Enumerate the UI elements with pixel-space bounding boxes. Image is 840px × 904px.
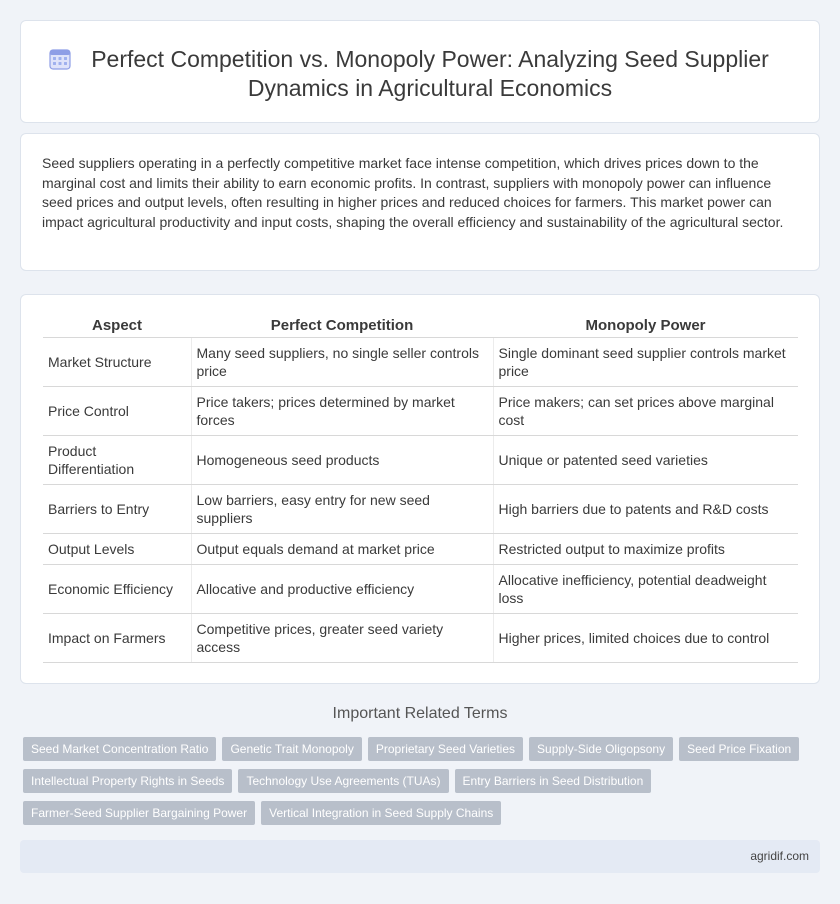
- footer-site-link[interactable]: agridif.com: [750, 849, 809, 863]
- aspect-cell: Barriers to Entry: [43, 484, 191, 533]
- perfect-competition-cell: Price takers; prices determined by market forces: [191, 386, 493, 435]
- monopoly-power-cell: Single dominant seed supplier controls market price: [493, 337, 798, 386]
- related-term-tag[interactable]: Genetic Trait Monopoly: [222, 737, 361, 761]
- aspect-cell: Impact on Farmers: [43, 613, 191, 662]
- related-term-tag[interactable]: Seed Price Fixation: [679, 737, 799, 761]
- table-row: [43, 564, 798, 613]
- aspect-cell: Product Differentiation: [43, 435, 191, 484]
- perfect-competition-cell: Allocative and productive efficiency: [191, 564, 493, 613]
- header-monopoly-power: Monopoly Power: [493, 317, 798, 337]
- monopoly-power-cell: Unique or patented seed varieties: [493, 435, 798, 484]
- perfect-competition-cell: Low barriers, easy entry for new seed suppliers: [191, 484, 493, 533]
- aspect-cell: Output Levels: [43, 533, 191, 564]
- table-row: [43, 484, 798, 533]
- related-terms-list: [23, 737, 803, 825]
- perfect-competition-cell: Competitive prices, greater seed variety access: [191, 613, 493, 662]
- monopoly-power-cell: High barriers due to patents and R&D costs: [493, 484, 798, 533]
- aspect-cell: Market Structure: [43, 337, 191, 386]
- related-terms-title: Important Related Terms: [332, 705, 508, 722]
- page-title: Perfect Competition vs. Monopoly Power: Analyzing Seed Supplier Dynamics in Agricultural Economics: [91, 46, 769, 101]
- table-row: [43, 533, 798, 564]
- monopoly-power-cell: Higher prices, limited choices due to control: [493, 613, 798, 662]
- table-row: [43, 613, 798, 662]
- related-term-tag[interactable]: Proprietary Seed Varieties: [368, 737, 523, 761]
- related-term-tag[interactable]: Farmer-Seed Supplier Bargaining Power: [23, 801, 255, 825]
- table-row: [43, 386, 798, 435]
- header-aspect: Aspect: [43, 317, 191, 337]
- related-term-tag[interactable]: Intellectual Property Rights in Seeds: [23, 769, 232, 793]
- related-term-tag[interactable]: Technology Use Agreements (TUAs): [238, 769, 448, 793]
- footer: [20, 840, 820, 873]
- monopoly-power-cell: Price makers; can set prices above marginal cost: [493, 386, 798, 435]
- table-row: [43, 337, 798, 386]
- table-row: [43, 435, 798, 484]
- monopoly-power-cell: Restricted output to maximize profits: [493, 533, 798, 564]
- intro-paragraph: Seed suppliers operating in a perfectly competitive market face intense competition, which drives prices down to the marginal cost and limits their ability to earn economic profits. In contrast, suppliers with monopoly power can influence seed prices and output levels, often resulting in higher prices and reduced choices for farmers. This market power can impact agricultural productivity and input costs, shaping the overall efficiency and sustainability of the agricultural sector.: [42, 155, 784, 230]
- related-term-tag[interactable]: Vertical Integration in Seed Supply Chains: [261, 801, 501, 825]
- header-perfect-competition: Perfect Competition: [191, 317, 493, 337]
- related-term-tag[interactable]: Seed Market Concentration Ratio: [23, 737, 216, 761]
- monopoly-power-cell: Allocative inefficiency, potential deadweight loss: [493, 564, 798, 613]
- perfect-competition-cell: Many seed suppliers, no single seller controls price: [191, 337, 493, 386]
- intro-card: [20, 133, 820, 271]
- title-card: [20, 20, 820, 123]
- related-term-tag[interactable]: Supply-Side Oligopsony: [529, 737, 673, 761]
- related-term-tag[interactable]: Entry Barriers in Seed Distribution: [455, 769, 652, 793]
- perfect-competition-cell: Output equals demand at market price: [191, 533, 493, 564]
- table-header-row: [43, 317, 798, 337]
- aspect-cell: Economic Efficiency: [43, 564, 191, 613]
- perfect-competition-cell: Homogeneous seed products: [191, 435, 493, 484]
- comparison-table: [43, 317, 798, 663]
- comparison-table-card: [20, 294, 820, 684]
- aspect-cell: Price Control: [43, 386, 191, 435]
